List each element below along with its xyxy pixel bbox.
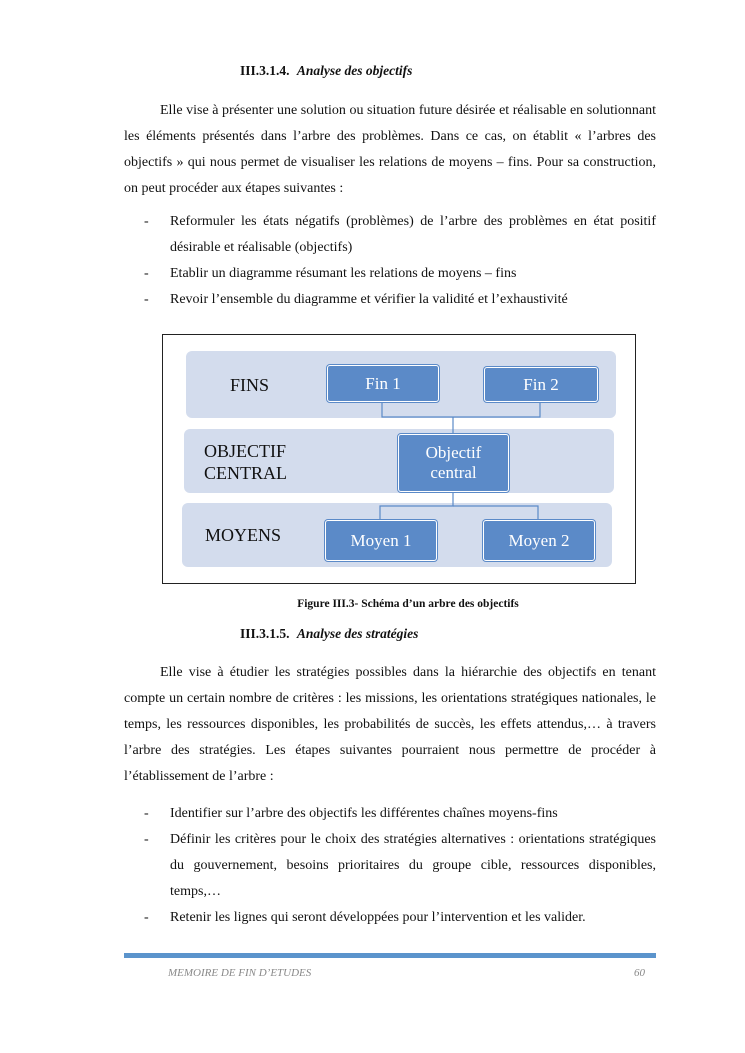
fins-connector	[382, 401, 540, 417]
list-item: - Définir les critères pour le choix des stratégies alternatives : orientations stratégiques du gouvernement, besoins prioritaires du groupe cible, ressources disponibles, temps,…	[144, 832, 656, 899]
section-heading-strategies	[240, 626, 418, 642]
section-number: III.3.1.4.	[240, 63, 290, 78]
paragraph-objectifs: Elle vise à présenter une solution ou situation future désirée et réalisable en solutionnant les éléments présentés dans l’arbre des problèmes. Dans ce cas, on établit « l’arbres des objectifs » qui nous permet de visualiser les relations de moyens – fins. Pour sa construction, on peut procéder aux étapes suivantes :	[124, 103, 656, 196]
list-item: - Etablir un diagramme résumant les relations de moyens – fins	[144, 266, 517, 281]
list-item: - Retenir les lignes qui seront développées pour l’intervention et les valider.	[144, 910, 586, 925]
band-label-fins: FINS	[230, 375, 270, 395]
section-title: Analyse des stratégies	[296, 626, 419, 641]
box-objectif-central: Objectif central	[398, 434, 509, 492]
list-item: - Revoir l’ensemble du diagramme et vérifier la validité et l’exhaustivité	[144, 292, 568, 307]
page-number: 60	[634, 967, 645, 979]
box-moyen-2: Moyen 2	[483, 520, 595, 561]
section-title: Analyse des objectifs	[296, 63, 413, 78]
box-fin-2: Fin 2	[484, 367, 598, 402]
band-label-objectif-central: OBJECTIF CENTRAL	[204, 441, 287, 483]
footer-rule	[124, 953, 656, 958]
box-moyen-1: Moyen 1	[325, 520, 437, 561]
bullet-list-strategies	[124, 801, 656, 931]
section-number: III.3.1.5.	[240, 626, 290, 641]
figure-caption: Figure III.3- Schéma d’un arbre des objectifs	[297, 598, 519, 610]
box-fin-1: Fin 1	[327, 365, 439, 402]
footer-title: MEMOIRE DE FIN D’ETUDES	[168, 967, 312, 979]
list-item: - Reformuler les états négatifs (problèmes) de l’arbre des problèmes en état positif désirable et réalisable (objectifs)	[144, 214, 656, 255]
moyen2-connector	[453, 506, 538, 520]
list-item: - Identifier sur l’arbre des objectifs les différentes chaînes moyens-fins	[144, 806, 558, 821]
moyen1-connector	[380, 491, 453, 520]
band-label-moyens: MOYENS	[205, 525, 282, 545]
paragraph-strategies: Elle vise à étudier les stratégies possibles dans la hiérarchie des objectifs en tenant compte un certain nombre de critères : les missions, les orientations stratégiques nationales, le temps, les ressources disponibles, les probabilités de succès, les effets attendus,… à travers l’arbre des stratégies. Les étapes suivantes pourraient nous permettre de procéder à l’établissement de l’arbre :	[124, 665, 656, 784]
